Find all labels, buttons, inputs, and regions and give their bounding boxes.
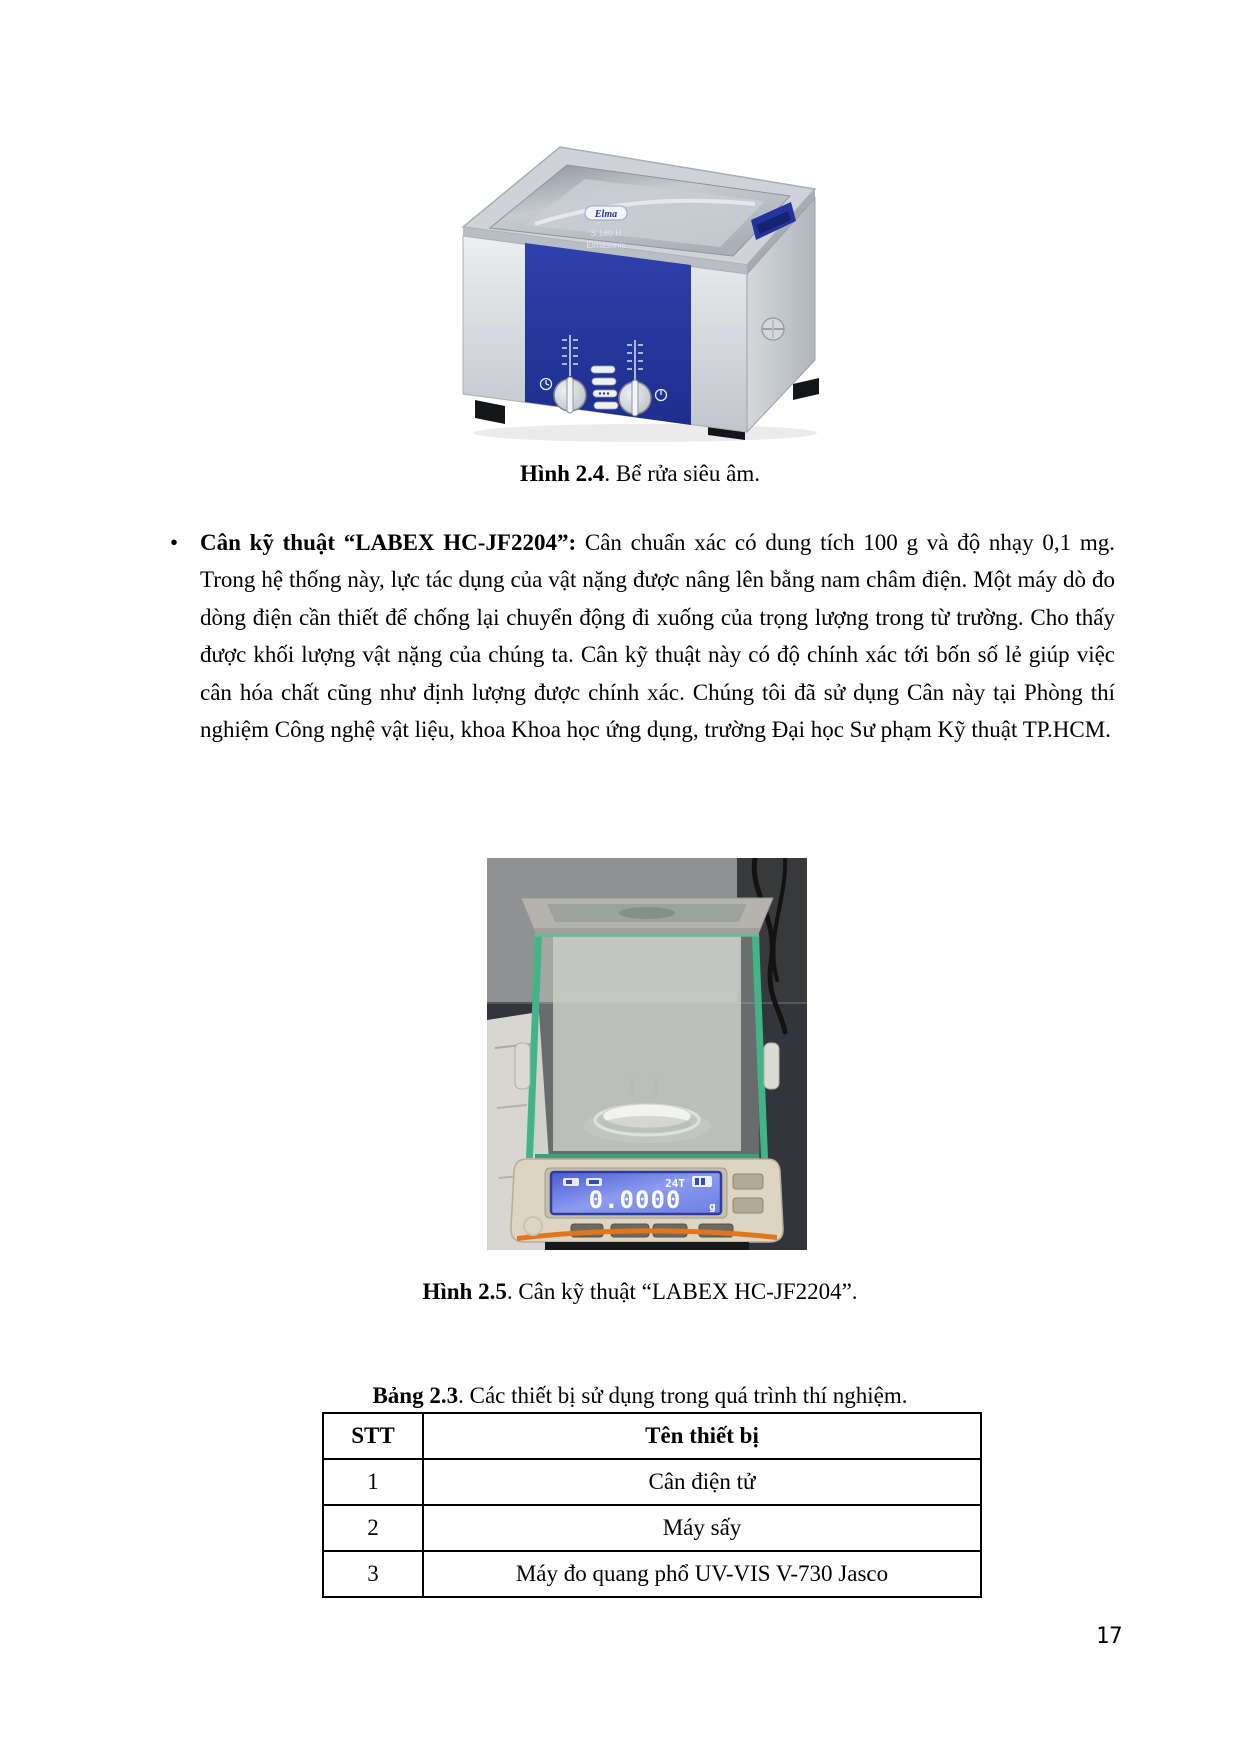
equipment-table — [322, 1412, 982, 1598]
paragraph-balance-description — [170, 524, 1115, 748]
figure-ultrasonic-bath — [455, 132, 835, 447]
side-button-up — [733, 1174, 763, 1189]
table-caption-label: Bảng 2.3 — [372, 1383, 459, 1408]
figure-caption-2-5 — [160, 1277, 1120, 1307]
base-plinth — [545, 1242, 749, 1250]
ultrasonic-bath-illustration — [455, 132, 835, 447]
table-caption-2-3 — [160, 1381, 1120, 1411]
cell-device-name: Cân điện tử — [423, 1459, 981, 1505]
draft-shield — [515, 898, 779, 1158]
model-label: S 180 H — [590, 228, 622, 238]
caption-2-4-text: . Bể rửa siêu âm. — [604, 461, 760, 486]
caption-2-4-label: Hình 2.4 — [520, 461, 605, 486]
figure-caption-2-4 — [160, 459, 1120, 489]
drain-knob — [762, 318, 784, 340]
cell-stt: 2 — [323, 1505, 423, 1551]
cell-stt: 3 — [323, 1551, 423, 1597]
caption-2-5-label: Hình 2.5 — [422, 1279, 507, 1304]
series-label: Elmasonic — [586, 240, 626, 250]
analytical-balance-photo — [487, 858, 807, 1250]
door-latch-right — [764, 1043, 779, 1089]
header-device-name: Tên thiết bị — [423, 1413, 981, 1459]
lcd-unit: g — [709, 1200, 716, 1213]
table-header-row — [323, 1413, 981, 1459]
cell-device-name: Máy sấy — [423, 1505, 981, 1551]
table-row — [323, 1505, 981, 1551]
bath-shadow — [473, 424, 817, 442]
door-latch-left — [515, 1043, 530, 1089]
brand-logo — [585, 206, 627, 220]
table-row — [323, 1459, 981, 1505]
cell-device-name: Máy đo quang phổ UV-VIS V-730 Jasco — [423, 1551, 981, 1597]
cell-stt: 1 — [323, 1459, 423, 1505]
bullet-list-item — [170, 524, 1115, 748]
header-stt: STT — [323, 1413, 423, 1459]
table-caption-text: . Các thiết bị sử dụng trong quá trình thí nghiệm. — [458, 1383, 908, 1408]
lcd-reading: 0.0000 — [588, 1186, 682, 1214]
svg-text:Elma: Elma — [594, 209, 618, 220]
lcd-mode: 24T — [665, 1177, 685, 1190]
balance-base — [511, 1154, 783, 1242]
side-button-down — [733, 1198, 763, 1213]
page-number: 17 — [1096, 1624, 1123, 1649]
caption-2-5-text: . Cân kỹ thuật “LABEX HC-JF2204”. — [506, 1279, 858, 1304]
table-row — [323, 1551, 981, 1597]
figure-analytical-balance — [487, 858, 807, 1250]
bullet-marker: • — [170, 530, 179, 555]
paragraph-lead-bold: Cân kỹ thuật “LABEX HC-JF2204”: — [200, 530, 577, 555]
paragraph-body: Cân chuẩn xác có dung tích 100 g và độ nhạy 0,1 mg. Trong hệ thống này, lực tác dụng của vật nặng được nâng lên bằng nam châm điện. Một máy dò đo dòng điện cần thiết để chống lại chuyển động đi xuống của trọng lượng trong từ trường. Cho thấy được khối lượng vật nặng của chúng ta. Cân kỹ thuật này có độ chính xác tới bốn số lẻ giúp việc cân hóa chất cũng như định lượng được chính xác. Chúng tôi đã sử dụng Cân này tại Phòng thí nghiệm Công nghệ vật liệu, khoa Khoa học ứng dụng, trường Đại học Sư phạm Kỹ thuật TP.HCM. — [200, 530, 1115, 743]
